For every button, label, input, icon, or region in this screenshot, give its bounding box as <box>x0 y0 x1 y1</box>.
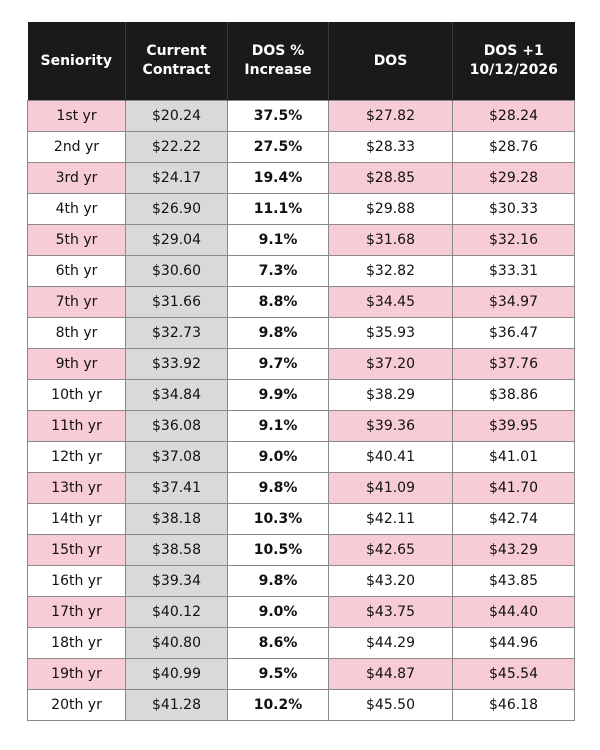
cell-dos: $35.93 <box>329 318 453 349</box>
cell-dos: $43.20 <box>329 566 453 597</box>
cell-dos-percent-increase: 10.3% <box>228 504 329 535</box>
cell-dos-percent-increase: 9.9% <box>228 380 329 411</box>
cell-current-contract: $31.66 <box>126 287 228 318</box>
table-row <box>28 256 575 287</box>
cell-dos-plus-one: $44.40 <box>453 597 575 628</box>
cell-dos-percent-increase: 8.8% <box>228 287 329 318</box>
cell-dos-plus-one: $46.18 <box>453 690 575 721</box>
cell-current-contract: $20.24 <box>126 101 228 132</box>
cell-dos-plus-one: $45.54 <box>453 659 575 690</box>
table-row <box>28 411 575 442</box>
cell-current-contract: $41.28 <box>126 690 228 721</box>
cell-dos-plus-one: $29.28 <box>453 163 575 194</box>
cell-dos-percent-increase: 8.6% <box>228 628 329 659</box>
table-row <box>28 597 575 628</box>
cell-current-contract: $37.08 <box>126 442 228 473</box>
cell-dos-percent-increase: 9.8% <box>228 318 329 349</box>
cell-seniority: 10th yr <box>28 380 126 411</box>
cell-dos-plus-one: $34.97 <box>453 287 575 318</box>
cell-dos-plus-one: $36.47 <box>453 318 575 349</box>
table-header <box>28 22 575 101</box>
cell-current-contract: $39.34 <box>126 566 228 597</box>
table-row <box>28 287 575 318</box>
cell-dos: $42.65 <box>329 535 453 566</box>
cell-dos: $34.45 <box>329 287 453 318</box>
table-row <box>28 659 575 690</box>
cell-current-contract: $24.17 <box>126 163 228 194</box>
cell-dos-percent-increase: 7.3% <box>228 256 329 287</box>
cell-current-contract: $36.08 <box>126 411 228 442</box>
cell-dos-plus-one: $33.31 <box>453 256 575 287</box>
header-dos-percent-increase: DOS % Increase <box>228 22 329 101</box>
cell-current-contract: $33.92 <box>126 349 228 380</box>
wage-table <box>27 22 575 721</box>
cell-dos: $27.82 <box>329 101 453 132</box>
cell-dos-percent-increase: 9.1% <box>228 225 329 256</box>
table-row <box>28 380 575 411</box>
cell-seniority: 11th yr <box>28 411 126 442</box>
cell-dos: $28.33 <box>329 132 453 163</box>
cell-current-contract: $40.99 <box>126 659 228 690</box>
cell-dos-percent-increase: 27.5% <box>228 132 329 163</box>
cell-seniority: 9th yr <box>28 349 126 380</box>
table-row <box>28 225 575 256</box>
cell-dos-plus-one: $43.29 <box>453 535 575 566</box>
cell-seniority: 2nd yr <box>28 132 126 163</box>
table-row <box>28 473 575 504</box>
header-dos: DOS <box>329 22 453 101</box>
table-row <box>28 690 575 721</box>
table-row <box>28 504 575 535</box>
cell-dos: $37.20 <box>329 349 453 380</box>
cell-current-contract: $34.84 <box>126 380 228 411</box>
cell-dos-plus-one: $37.76 <box>453 349 575 380</box>
cell-dos-percent-increase: 9.7% <box>228 349 329 380</box>
cell-current-contract: $38.58 <box>126 535 228 566</box>
cell-dos-percent-increase: 37.5% <box>228 101 329 132</box>
cell-current-contract: $37.41 <box>126 473 228 504</box>
cell-dos: $42.11 <box>329 504 453 535</box>
table-row <box>28 132 575 163</box>
cell-dos: $28.85 <box>329 163 453 194</box>
cell-current-contract: $40.12 <box>126 597 228 628</box>
cell-dos-plus-one: $42.74 <box>453 504 575 535</box>
cell-seniority: 19th yr <box>28 659 126 690</box>
cell-dos-percent-increase: 9.1% <box>228 411 329 442</box>
table-row <box>28 194 575 225</box>
table-row <box>28 163 575 194</box>
cell-seniority: 4th yr <box>28 194 126 225</box>
table-row <box>28 628 575 659</box>
cell-seniority: 16th yr <box>28 566 126 597</box>
cell-dos: $32.82 <box>329 256 453 287</box>
cell-seniority: 12th yr <box>28 442 126 473</box>
cell-dos-percent-increase: 9.0% <box>228 442 329 473</box>
cell-seniority: 5th yr <box>28 225 126 256</box>
cell-dos-percent-increase: 10.5% <box>228 535 329 566</box>
table-body <box>28 101 575 721</box>
cell-seniority: 1st yr <box>28 101 126 132</box>
cell-current-contract: $29.04 <box>126 225 228 256</box>
cell-seniority: 14th yr <box>28 504 126 535</box>
cell-dos: $44.29 <box>329 628 453 659</box>
cell-dos-plus-one: $39.95 <box>453 411 575 442</box>
cell-dos: $44.87 <box>329 659 453 690</box>
cell-current-contract: $40.80 <box>126 628 228 659</box>
cell-dos-plus-one: $43.85 <box>453 566 575 597</box>
cell-dos-plus-one: $41.01 <box>453 442 575 473</box>
table-row <box>28 442 575 473</box>
cell-seniority: 6th yr <box>28 256 126 287</box>
table-row <box>28 101 575 132</box>
cell-dos-plus-one: $38.86 <box>453 380 575 411</box>
header-current-contract: Current Contract <box>126 22 228 101</box>
cell-dos-percent-increase: 9.8% <box>228 566 329 597</box>
cell-dos: $29.88 <box>329 194 453 225</box>
cell-dos: $40.41 <box>329 442 453 473</box>
cell-dos: $39.36 <box>329 411 453 442</box>
cell-seniority: 7th yr <box>28 287 126 318</box>
cell-seniority: 3rd yr <box>28 163 126 194</box>
cell-dos-plus-one: $30.33 <box>453 194 575 225</box>
cell-current-contract: $26.90 <box>126 194 228 225</box>
header-seniority: Seniority <box>28 22 126 101</box>
cell-dos: $31.68 <box>329 225 453 256</box>
cell-current-contract: $22.22 <box>126 132 228 163</box>
cell-current-contract: $30.60 <box>126 256 228 287</box>
cell-dos-plus-one: $41.70 <box>453 473 575 504</box>
cell-dos: $45.50 <box>329 690 453 721</box>
cell-seniority: 15th yr <box>28 535 126 566</box>
cell-dos-plus-one: $28.76 <box>453 132 575 163</box>
wage-table-container <box>27 22 574 721</box>
cell-dos: $43.75 <box>329 597 453 628</box>
cell-dos: $38.29 <box>329 380 453 411</box>
cell-seniority: 8th yr <box>28 318 126 349</box>
header-dos-plus-one: DOS +1 10/12/2026 <box>453 22 575 101</box>
cell-dos-plus-one: $32.16 <box>453 225 575 256</box>
cell-seniority: 18th yr <box>28 628 126 659</box>
cell-dos-percent-increase: 10.2% <box>228 690 329 721</box>
cell-current-contract: $32.73 <box>126 318 228 349</box>
cell-current-contract: $38.18 <box>126 504 228 535</box>
table-row <box>28 535 575 566</box>
cell-dos-percent-increase: 9.5% <box>228 659 329 690</box>
cell-dos: $41.09 <box>329 473 453 504</box>
cell-dos-percent-increase: 9.0% <box>228 597 329 628</box>
cell-seniority: 20th yr <box>28 690 126 721</box>
table-row <box>28 349 575 380</box>
cell-dos-percent-increase: 19.4% <box>228 163 329 194</box>
cell-seniority: 17th yr <box>28 597 126 628</box>
cell-dos-percent-increase: 11.1% <box>228 194 329 225</box>
header-row <box>28 22 575 101</box>
table-row <box>28 318 575 349</box>
cell-dos-plus-one: $44.96 <box>453 628 575 659</box>
table-row <box>28 566 575 597</box>
cell-seniority: 13th yr <box>28 473 126 504</box>
cell-dos-plus-one: $28.24 <box>453 101 575 132</box>
cell-dos-percent-increase: 9.8% <box>228 473 329 504</box>
